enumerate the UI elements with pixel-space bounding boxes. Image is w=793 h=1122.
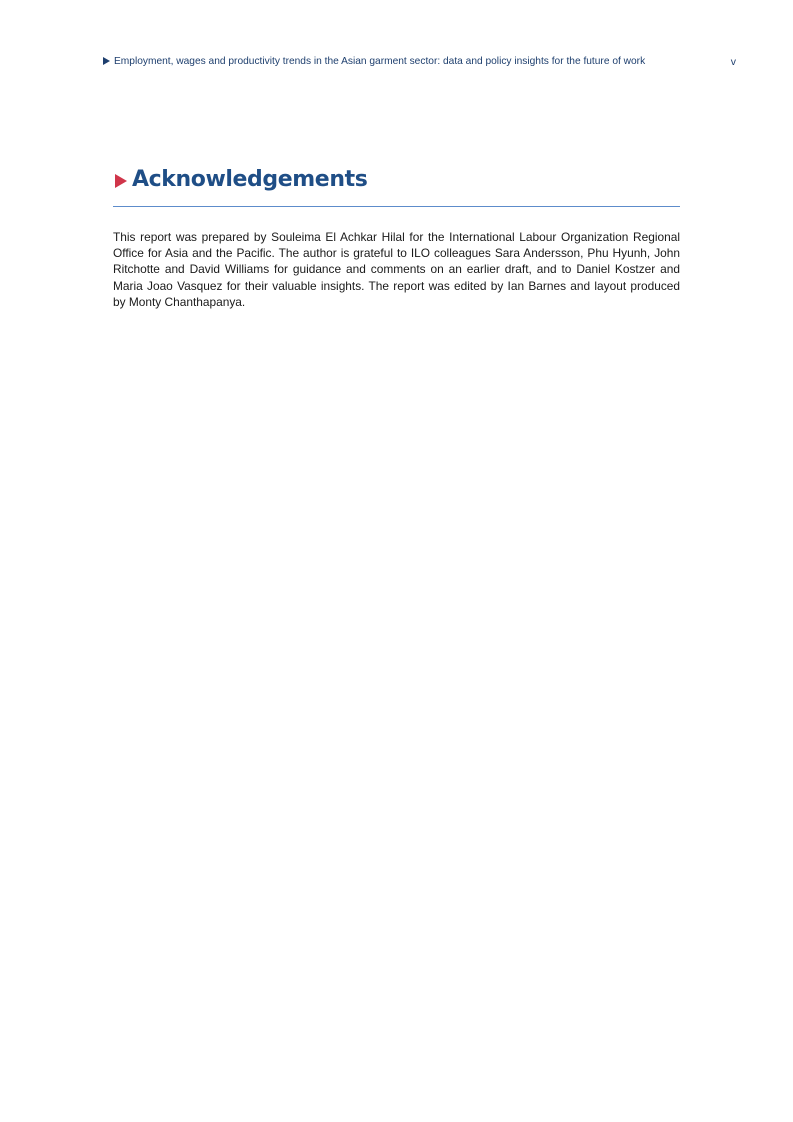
section-title: Acknowledgements <box>132 167 368 192</box>
page-number: v <box>730 56 736 68</box>
acknowledgements-paragraph: This report was prepared by Souleima El Achkar Hilal for the International Labour Organization Regional Office for Asia and the Pacific. The author is grateful to ILO colleagues Sara Andersson, Phu Hyunh, John Ritchotte and David Williams for guidance and comments on an earlier draft, and to Daniel Kostzer and Maria Joao Vasquez for their valuable insights. The report was edited by Ian Barnes and layout produced by Monty Chanthapanya. <box>113 230 680 309</box>
triangle-right-icon <box>103 57 110 65</box>
running-header <box>103 55 743 69</box>
running-header-title: Employment, wages and productivity trends in the Asian garment sector: data and policy insights for the future of work <box>114 56 646 67</box>
section-heading <box>113 165 680 197</box>
heading-divider <box>113 206 680 207</box>
triangle-right-icon <box>115 174 127 188</box>
